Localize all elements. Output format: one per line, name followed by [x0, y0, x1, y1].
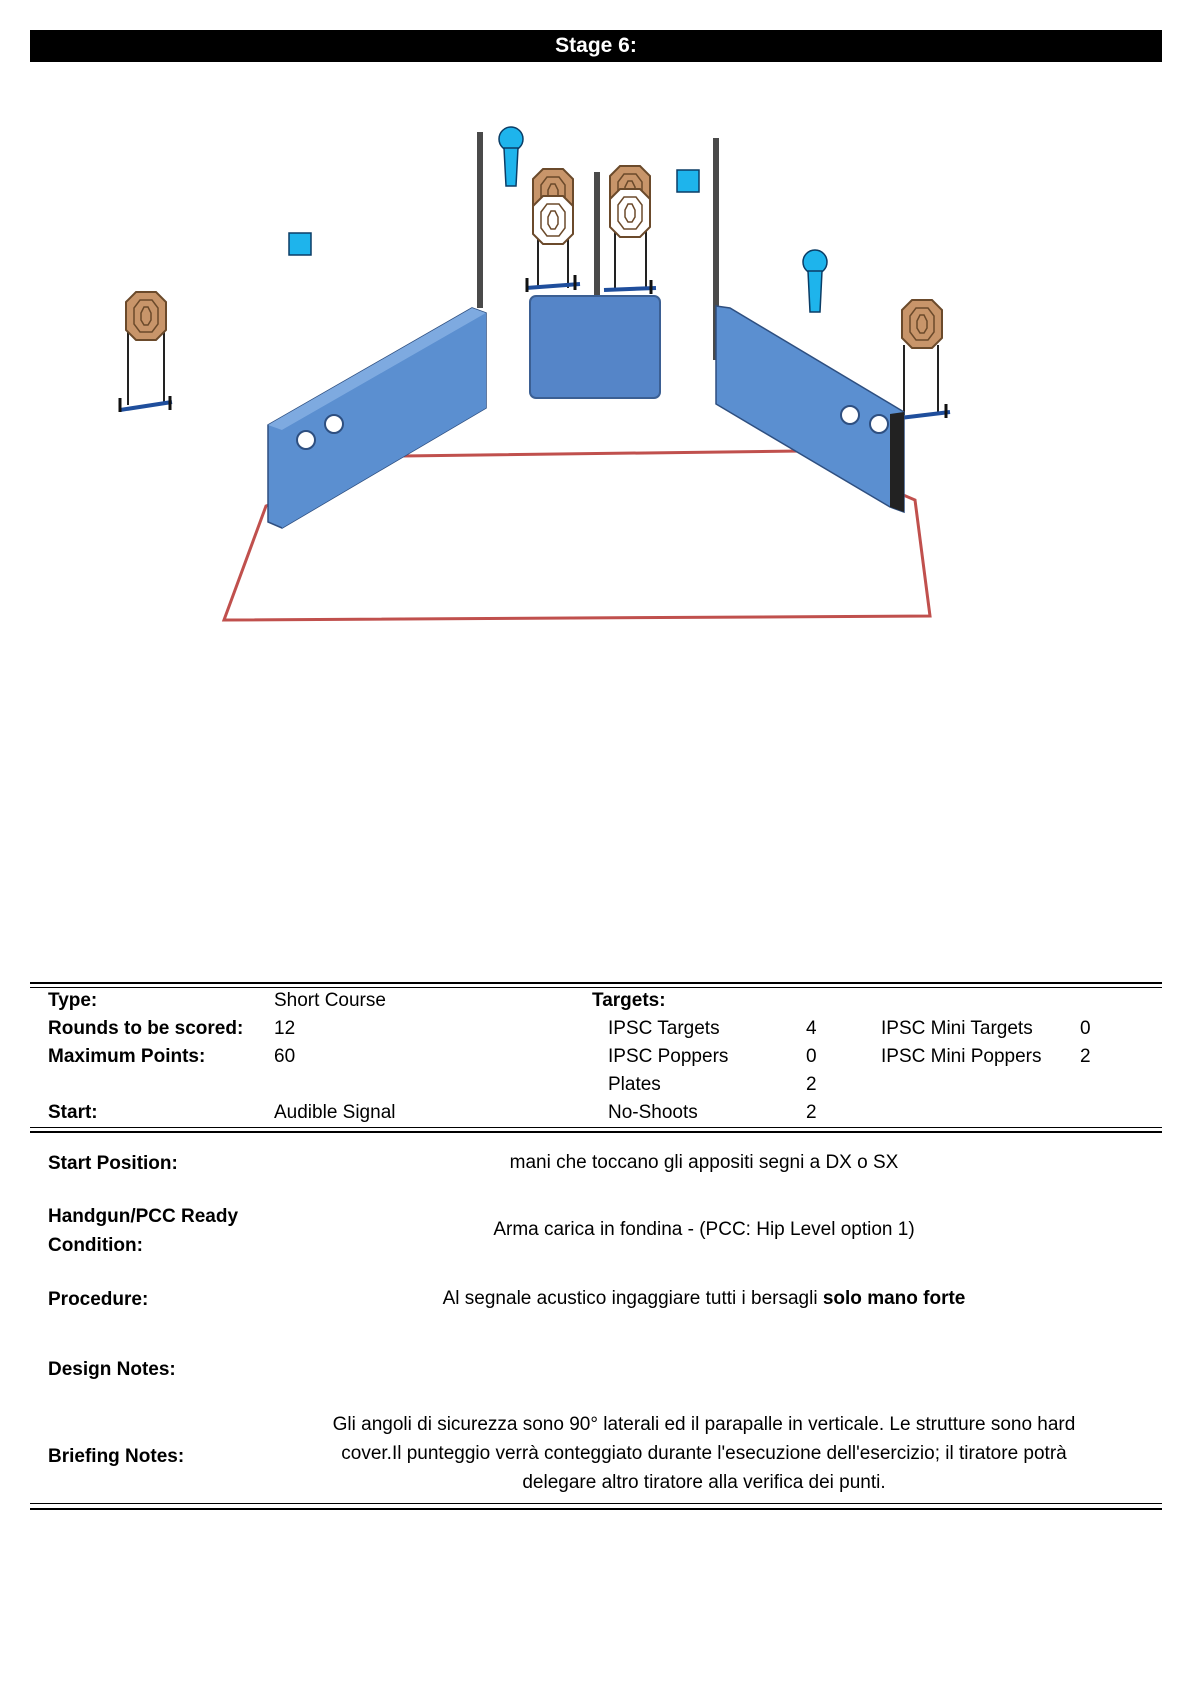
mid-rule-2: [30, 1131, 1162, 1133]
bottom-rule-2: [30, 1508, 1162, 1510]
rounds-label: Rounds to be scored:: [48, 1018, 244, 1039]
ipsc-poppers-value: 0: [806, 1046, 817, 1067]
start-mark-right-2: [870, 415, 888, 433]
plate-right: [677, 170, 699, 192]
left-wall: [268, 308, 486, 528]
procedure-label: Procedure:: [48, 1289, 149, 1310]
start-mark-right-1: [841, 406, 859, 424]
mini-popper-left: [499, 127, 523, 186]
ipsc-target-left: [120, 292, 172, 412]
center-barricade: [530, 296, 660, 398]
no-shoots-label: No-Shoots: [608, 1102, 698, 1123]
mid-rule-1: [30, 1127, 1162, 1128]
ipsc-mini-poppers-value: 2: [1080, 1046, 1091, 1067]
table-top-rule: [30, 982, 1162, 984]
max-points-value: 60: [274, 1046, 296, 1067]
ready-condition-label-line1: Handgun/PCC Ready: [48, 1206, 239, 1227]
no-shoot-center-right: [610, 189, 650, 237]
ipsc-mini-targets-value: 0: [1080, 1018, 1091, 1039]
plates-value: 2: [806, 1074, 817, 1095]
targets-heading: Targets:: [592, 990, 666, 1011]
type-value: Short Course: [274, 990, 386, 1011]
ipsc-targets-value: 4: [806, 1018, 817, 1039]
ready-condition-label-line2: Condition:: [48, 1235, 143, 1256]
ipsc-target-right: [900, 300, 950, 418]
briefing-notes-line3: delegare altro tiratore alla verifica dei punti.: [522, 1472, 886, 1493]
start-mark-left-2: [325, 415, 343, 433]
start-position-value: mani che toccano gli appositi segni a DX o SX: [509, 1152, 899, 1173]
wall-post-left: [477, 132, 483, 308]
no-shoot-center-left: [533, 196, 573, 244]
mini-popper-right: [803, 250, 827, 312]
procedure-text: Al segnale acustico ingaggiare tutti i bersagli: [442, 1288, 818, 1309]
briefing-notes-line1: Gli angoli di sicurezza sono 90° laterali ed il parapalle in verticale. Le strutture sono hard: [332, 1414, 1076, 1435]
ipsc-mini-poppers-label: IPSC Mini Poppers: [881, 1046, 1042, 1067]
plates-label: Plates: [608, 1074, 661, 1095]
procedure-value: [270, 1284, 1138, 1313]
wall-post-center: [594, 172, 600, 300]
no-shoots-value: 2: [806, 1102, 817, 1123]
ipsc-poppers-label: IPSC Poppers: [608, 1046, 729, 1067]
max-points-label: Maximum Points:: [48, 1046, 206, 1067]
stage-title: Stage 6:: [555, 34, 637, 57]
rounds-value: 12: [274, 1018, 296, 1039]
procedure-emphasis: solo mano forte: [822, 1288, 966, 1309]
ipsc-targets-label: IPSC Targets: [608, 1018, 720, 1039]
ready-condition-value: Arma carica in fondina - (PCC: Hip Level option 1): [493, 1219, 915, 1240]
briefing-notes-label: Briefing Notes:: [48, 1446, 185, 1467]
right-wall: [716, 306, 904, 512]
start-label: Start:: [48, 1102, 98, 1123]
start-value: Audible Signal: [274, 1102, 396, 1123]
plate-left: [289, 233, 311, 255]
design-notes-label: Design Notes:: [48, 1359, 176, 1380]
ipsc-mini-targets-label: IPSC Mini Targets: [881, 1018, 1033, 1039]
bottom-rule-1: [30, 1503, 1162, 1504]
type-label: Type:: [48, 990, 98, 1011]
table-top-rule-2: [30, 987, 1162, 988]
start-mark-left-1: [297, 431, 315, 449]
wall-post-right: [713, 138, 719, 308]
briefing-notes-line2: cover.Il punteggio verrà conteggiato durante l'esecuzione dell'esercizio; il tiratore potrà: [341, 1443, 1067, 1464]
start-position-label: Start Position:: [48, 1153, 178, 1174]
